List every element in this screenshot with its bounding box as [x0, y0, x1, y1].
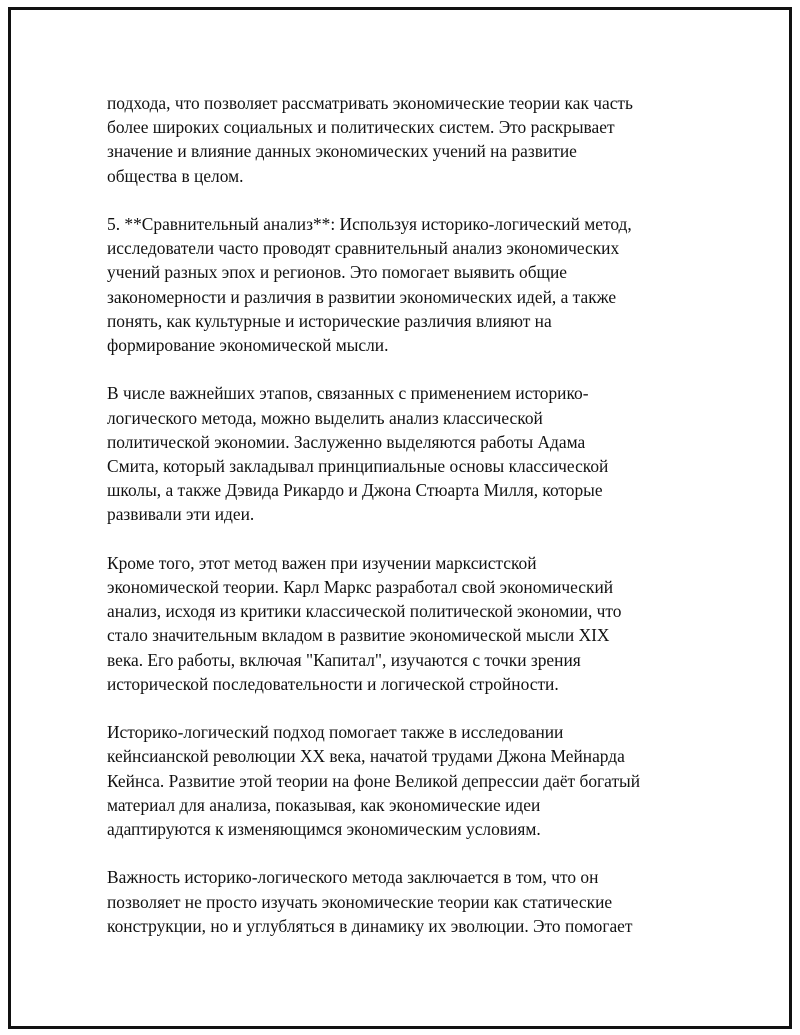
paragraph-social-systems	[107, 91, 697, 188]
text-line: закономерности и различия в развитии экономических идей, а также	[107, 286, 617, 307]
text-line: Историко-логический подход помогает также в исследовании	[107, 722, 564, 743]
text-line: В числе важнейших этапов, связанных с применением историко-	[107, 383, 589, 404]
text-line: экономической теории. Карл Маркс разработал свой экономический	[107, 577, 614, 598]
document-body	[107, 91, 697, 962]
text-line: материал для анализа, показывая, как экономические идеи	[107, 794, 541, 815]
paragraph-keynesian-revolution	[107, 720, 697, 841]
text-line: учений разных эпох и регионов. Это помогает выявить общие	[107, 262, 567, 283]
text-line: исторической последовательности и логической стройности.	[107, 673, 559, 694]
text-line: Смита, который закладывал принципиальные основы классической	[107, 456, 609, 477]
text-line: адаптируются к изменяющимся экономическим условиям.	[107, 819, 541, 840]
text-line: значение и влияние данных экономических учений на развитие	[107, 141, 577, 162]
text-line: подхода, что позволяет рассматривать экономические теории как часть	[107, 93, 633, 113]
text-line: стало значительным вкладом в развитие экономической мысли XIX	[107, 625, 610, 646]
text-line: века. Его работы, включая "Капитал", изучаются с точки зрения	[107, 649, 581, 670]
paragraph-method-importance	[107, 865, 697, 938]
text-line: понять, как культурные и исторические различия влияют на	[107, 310, 552, 331]
text-line: кейнсианской революции XX века, начатой трудами Джона Мейнарда	[107, 746, 625, 767]
text-line: общества в целом.	[107, 165, 244, 186]
text-line: позволяет не просто изучать экономические теории как статические	[107, 891, 613, 912]
text-line: формирование экономической мысли.	[107, 335, 389, 356]
paragraph-classical-economy	[107, 381, 697, 526]
text-line: исследователи часто проводят сравнительный анализ экономических	[107, 238, 620, 259]
paragraph-marxist-theory	[107, 551, 697, 696]
text-line: школы, а также Дэвида Рикардо и Джона Стюарта Милля, которые	[107, 480, 603, 501]
text-line: 5. **Сравнительный анализ**: Используя историко-логический метод,	[107, 214, 632, 234]
paragraph-comparative-analysis	[107, 212, 697, 357]
text-line: анализ, исходя из критики классической политической экономии, что	[107, 601, 622, 622]
text-line: Важность историко-логического метода заключается в том, что он	[107, 867, 599, 888]
text-line: политической экономии. Заслуженно выделяются работы Адама	[107, 431, 586, 452]
text-line: логического метода, можно выделить анализ классической	[107, 407, 543, 428]
text-line: развивали эти идеи.	[107, 504, 255, 525]
text-line: Кроме того, этот метод важен при изучении марксистской	[107, 552, 537, 573]
text-line: конструкции, но и углубляться в динамику их эволюции. Это помогает	[107, 915, 633, 936]
text-line: более широких социальных и политических систем. Это раскрывает	[107, 117, 615, 138]
text-line: Кейнса. Развитие этой теории на фоне Великой депрессии даёт богатый	[107, 770, 641, 791]
